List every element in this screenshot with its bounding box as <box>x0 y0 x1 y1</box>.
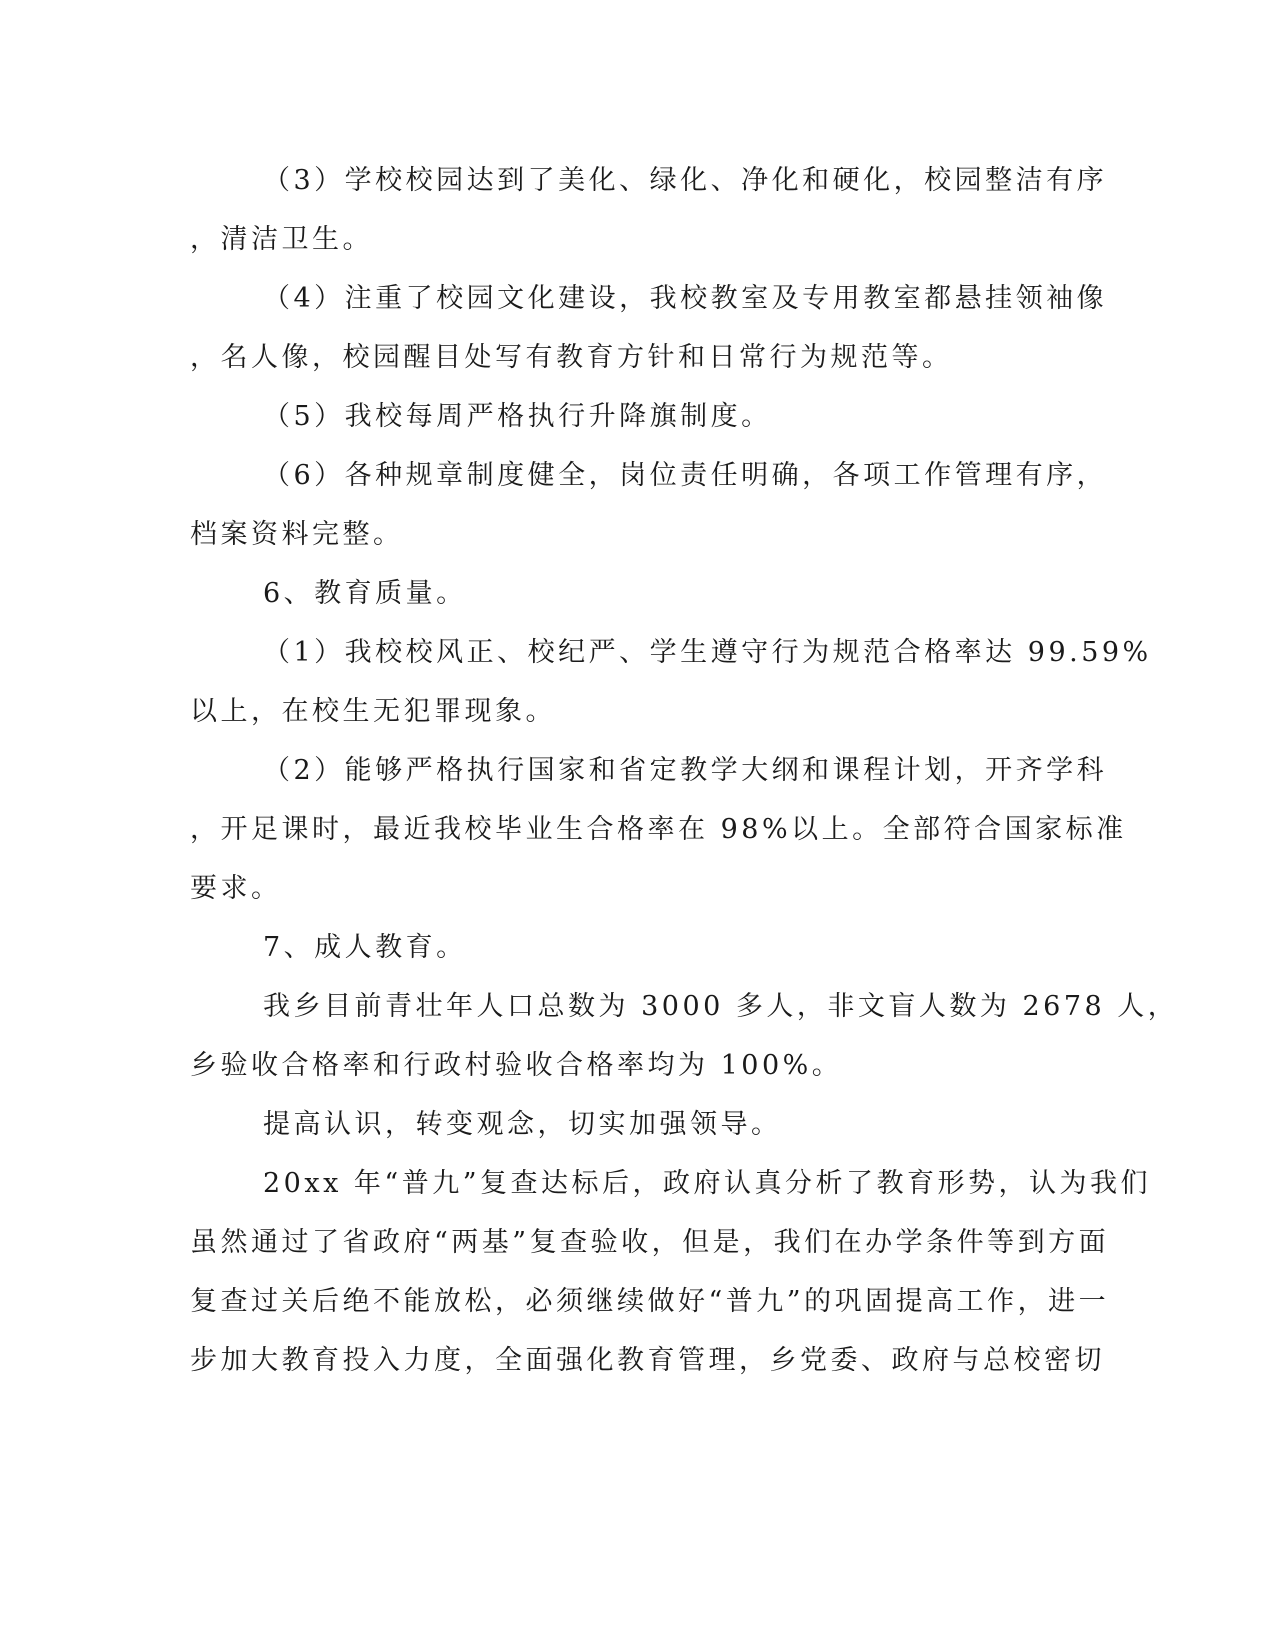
paragraph-line: （4）注重了校园文化建设，我校教室及专用教室都悬挂领袖像 <box>263 283 1108 314</box>
paragraph-line: ，名人像，校园醒目处写有教育方针和日常行为规范等。 <box>190 342 953 373</box>
paragraph-line: 提高认识，转变观念，切实加强领导。 <box>263 1109 782 1140</box>
paragraph-line: （1）我校校风正、校纪严、学生遵守行为规范合格率达 99.59% <box>263 637 1152 668</box>
paragraph-line: ，清洁卫生。 <box>190 224 373 255</box>
paragraph-line: 我乡目前青壮年人口总数为 3000 多人，非文盲人数为 2678 人， <box>263 991 1179 1022</box>
paragraph-line: 步加大教育投入力度，全面强化教育管理，乡党委、政府与总校密切 <box>190 1345 1105 1376</box>
paragraph-line: （2）能够严格执行国家和省定教学大纲和课程计划，开齐学科 <box>263 755 1108 786</box>
paragraph-line: 乡验收合格率和行政村验收合格率均为 100%。 <box>190 1050 843 1081</box>
paragraph-line: 虽然通过了省政府“两基”复查验收，但是，我们在办学条件等到方面 <box>190 1227 1110 1258</box>
paragraph-line: 以上，在校生无犯罪现象。 <box>190 696 556 727</box>
paragraph-line: 要求。 <box>190 873 282 904</box>
paragraph-line: 20xx 年“普九”复查达标后，政府认真分析了教育形势，认为我们 <box>263 1168 1151 1199</box>
paragraph-line: （5）我校每周严格执行升降旗制度。 <box>263 401 772 432</box>
paragraph-line: 档案资料完整。 <box>190 519 404 550</box>
paragraph-line: ，开足课时，最近我校毕业生合格率在 98%以上。全部符合国家标准 <box>190 814 1127 845</box>
paragraph-line: 复查过关后绝不能放松，必须继续做好“普九”的巩固提高工作，进一 <box>190 1286 1110 1317</box>
paragraph-line: （6）各种规章制度健全，岗位责任明确，各项工作管理有序， <box>263 460 1108 491</box>
paragraph-line: （3）学校校园达到了美化、绿化、净化和硬化，校园整洁有序 <box>263 165 1108 196</box>
section-heading: 6、教育质量。 <box>263 578 467 609</box>
section-heading: 7、成人教育。 <box>263 932 467 963</box>
